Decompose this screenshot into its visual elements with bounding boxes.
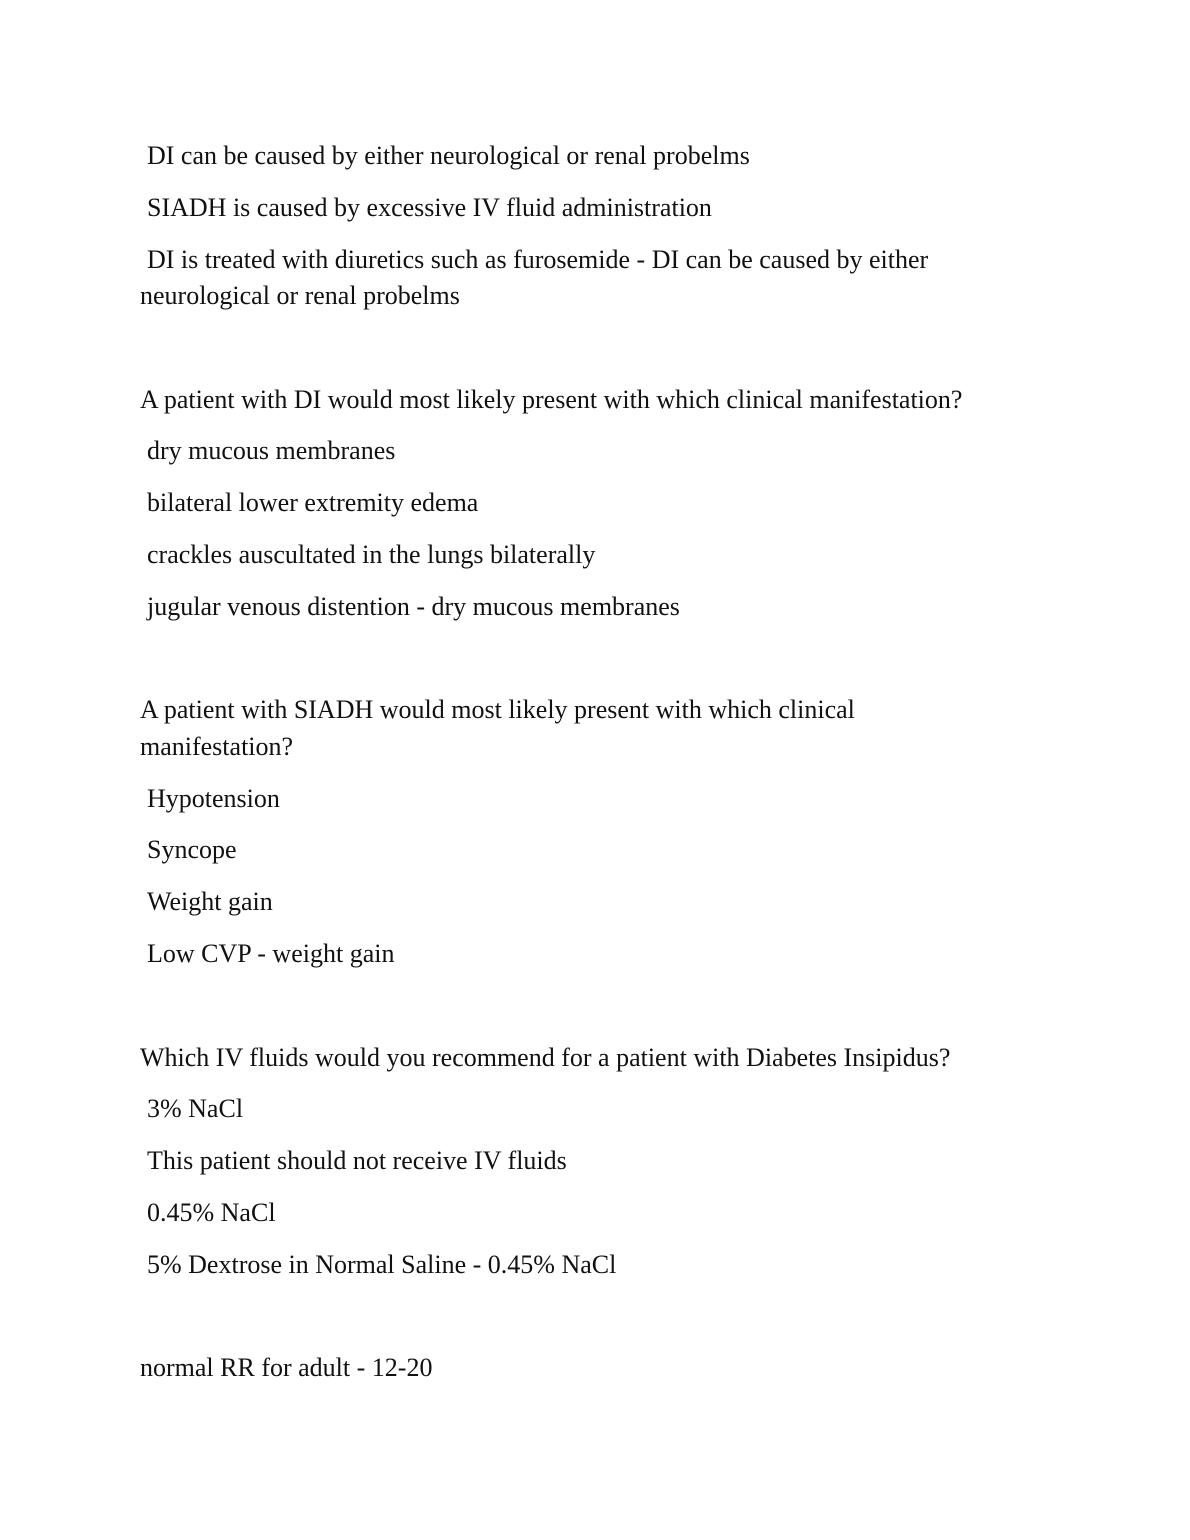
option-no-iv-fluids: This patient should not receive IV fluids: [147, 1146, 567, 1175]
option-edema: bilateral lower extremity edema: [147, 488, 479, 517]
option-hypotension: Hypotension: [147, 784, 280, 813]
option-di-causes: DI can be caused by either neurological or renal probelms: [147, 141, 750, 170]
option-low-cvp-answer: Low CVP - weight gain: [147, 939, 395, 968]
option-syncope: Syncope: [147, 835, 237, 864]
option-d5ns-answer: 5% Dextrose in Normal Saline - 0.45% NaCl: [147, 1250, 617, 1279]
option-jvd-answer: jugular venous distention - dry mucous membranes: [147, 592, 680, 621]
question-di-presentation: A patient with DI would most likely present with which clinical manifestation?: [140, 385, 963, 414]
question-siadh-presentation-cont: manifestation?: [140, 732, 294, 761]
question-iv-fluids: Which IV fluids would you recommend for a patient with Diabetes Insipidus?: [140, 1043, 951, 1072]
option-di-treatment-answer: DI is treated with diuretics such as furosemide - DI can be caused by either: [147, 245, 929, 274]
option-dry-mucous: dry mucous membranes: [147, 436, 396, 465]
option-weight-gain: Weight gain: [147, 887, 273, 916]
option-di-treatment-answer-cont: neurological or renal probelms: [140, 281, 460, 310]
option-siadh-cause: SIADH is caused by excessive IV fluid administration: [147, 193, 712, 222]
option-crackles: crackles auscultated in the lungs bilaterally: [147, 540, 596, 569]
question-siadh-presentation: A patient with SIADH would most likely present with which clinical: [140, 695, 855, 724]
option-3-percent-nacl: 3% NaCl: [147, 1094, 244, 1123]
option-045-nacl: 0.45% NaCl: [147, 1198, 276, 1227]
flashcard-normal-rr: normal RR for adult - 12-20: [140, 1353, 433, 1382]
